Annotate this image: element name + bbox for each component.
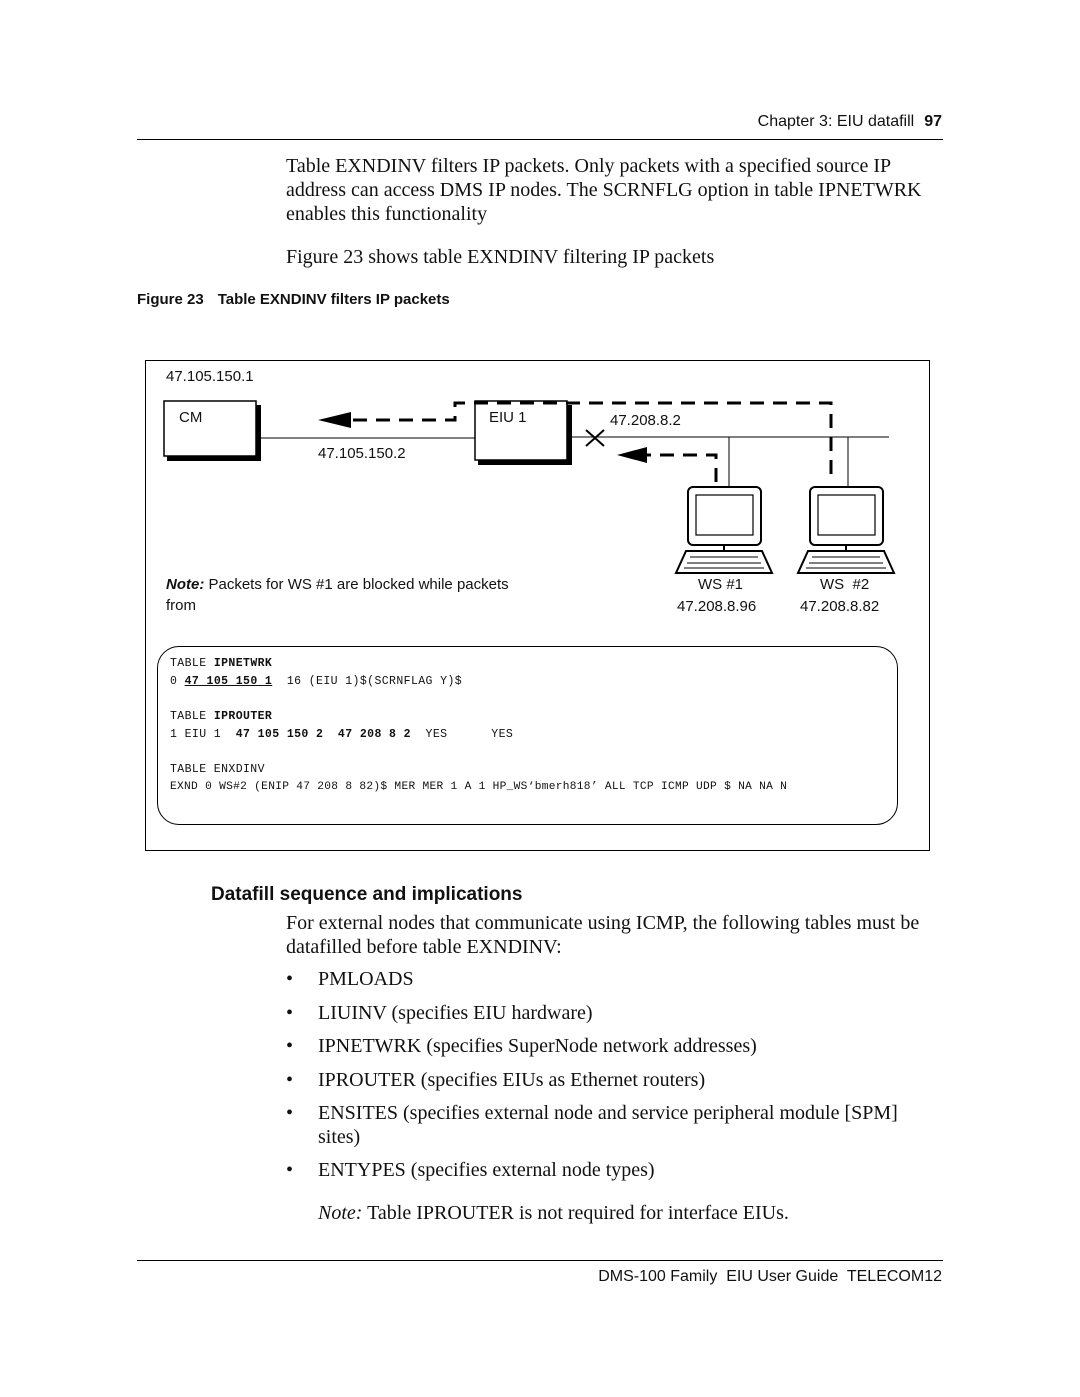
figure-title: Table EXNDINV filters IP packets xyxy=(217,291,450,308)
page-footer: DMS-100 Family EIU User Guide TELECOM12 xyxy=(598,1268,942,1285)
eiu-label: EIU 1 xyxy=(489,409,527,426)
router-ip-label: 47.208.8.2 xyxy=(610,412,681,429)
code-table-name: IPROUTER xyxy=(213,710,273,723)
ws1-label: WS #1 xyxy=(698,576,744,593)
code-key: 1 EIU 1 xyxy=(170,728,236,741)
cm-box xyxy=(164,401,256,456)
figure-caption xyxy=(137,291,450,308)
figure-note-text: Packets for WS #1 are blocked while packets xyxy=(204,576,509,593)
workstation-1-icon xyxy=(676,487,772,573)
footer-rule xyxy=(137,1260,943,1261)
page-header xyxy=(758,113,942,131)
page-number: 97 xyxy=(924,113,942,130)
bullet-marker: • xyxy=(286,1035,294,1057)
code-line-1 xyxy=(170,657,272,670)
bullet-item: IPROUTER (specifies EIUs as Ethernet routers) xyxy=(318,1069,706,1091)
bullet-marker: • xyxy=(286,968,294,990)
section-note-text: Table IPROUTER is not required for interface EIUs. xyxy=(362,1202,789,1224)
section-paragraph: For external nodes that communicate using ICMP, the following tables must be datafilled before table EXNDINV: xyxy=(286,912,920,958)
figure-number: Figure 23 xyxy=(137,291,204,308)
figure-reference: Figure 23 shows table EXNDINV filtering IP packets xyxy=(286,246,715,268)
bullet-marker: • xyxy=(286,1069,294,1091)
figure-note-label: Note: xyxy=(166,576,205,593)
bullet-item: IPNETWRK (specifies SuperNode network addresses) xyxy=(318,1035,757,1057)
bullet-marker: • xyxy=(286,1159,294,1181)
code-fields: 16 (EIU 1)$(SCRNFLAG Y)$ xyxy=(272,675,463,688)
figure-note-continued: from xyxy=(166,597,196,614)
bullet-item: PMLOADS xyxy=(318,968,414,990)
code-line-6: EXND 0 WS#2 (ENIP 47 208 8 82)$ MER MER 1 A 1 HP_WS‘bmerh818’ ALL TCP ICMP UDP $ NA NA N xyxy=(170,781,788,793)
code-ip-addresses: 47 105 150 2 47 208 8 2 xyxy=(235,728,411,741)
section-note xyxy=(318,1201,938,1225)
eiu-ip-label: 47.105.150.2 xyxy=(318,445,406,462)
code-table-keyword: TABLE xyxy=(170,657,214,670)
code-fields: YES YES xyxy=(410,728,514,741)
code-line-5: TABLE ENXDINV xyxy=(170,763,265,776)
cm-ip-label: 47.105.150.1 xyxy=(166,368,254,385)
cm-label: CM xyxy=(179,409,203,426)
ws1-ip-label: 47.208.8.96 xyxy=(677,598,757,615)
bullet-item: ENTYPES (specifies external node types) xyxy=(318,1159,655,1181)
code-ip-address: 47 105 150 1 xyxy=(184,675,273,688)
code-key: 0 xyxy=(170,675,185,688)
code-line-2 xyxy=(170,675,462,688)
bullet-marker: • xyxy=(286,1002,294,1024)
code-table-name: IPNETWRK xyxy=(213,657,273,670)
code-line-3 xyxy=(170,710,272,723)
ws1-packet-arrow xyxy=(617,447,647,463)
bullet-marker: • xyxy=(286,1102,294,1124)
ws2-packet-arrow xyxy=(318,412,351,428)
section-title: Datafill sequence and implications xyxy=(211,884,523,905)
header-rule xyxy=(137,139,943,140)
code-table-keyword: TABLE xyxy=(170,710,214,723)
code-line-4 xyxy=(170,728,513,741)
section-note-label: Note: xyxy=(318,1202,363,1224)
figure-note xyxy=(166,576,509,593)
ws2-ip-label: 47.208.8.82 xyxy=(800,598,880,615)
chapter-title: Chapter 3: EIU datafill xyxy=(757,113,915,130)
bullet-item: ENSITES (specifies external node and service peripheral module [SPM] sites) xyxy=(318,1102,898,1148)
intro-paragraph: Table EXNDINV filters IP packets. Only packets with a specified source IP address can access DMS IP nodes. The SCRNFLG option in table IPNETWRK enables this functionality xyxy=(286,155,922,225)
ws2-label: WS #2 xyxy=(820,576,870,593)
workstation-2-icon xyxy=(798,487,894,573)
bullet-item: LIUINV (specifies EIU hardware) xyxy=(318,1002,593,1024)
